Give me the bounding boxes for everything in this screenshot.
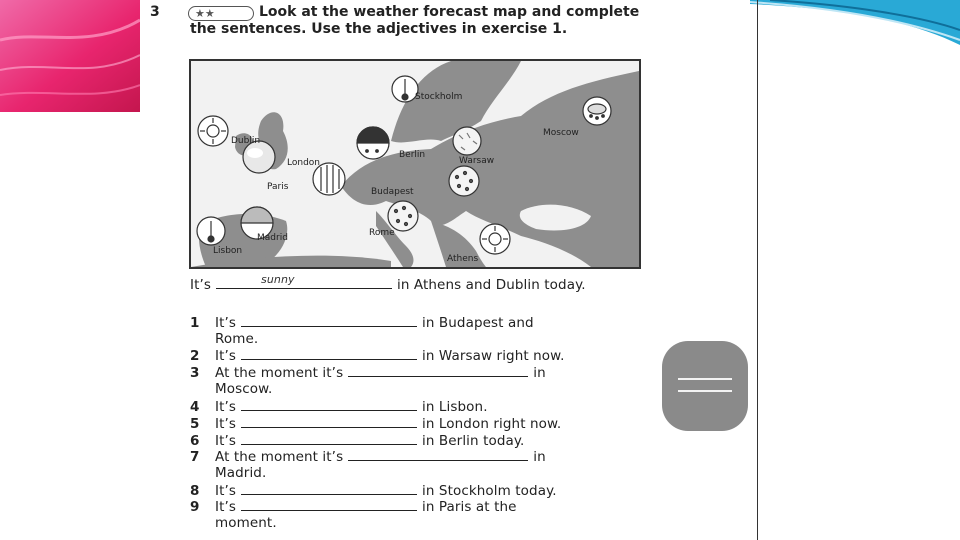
answer-blank[interactable] — [241, 482, 417, 495]
symbol-berlin — [357, 127, 389, 159]
city-label: Madrid — [257, 233, 288, 243]
city-label: Dublin — [231, 136, 261, 146]
sentence-5: 5 It’s in London right now. — [190, 416, 562, 432]
city-label: London — [287, 158, 320, 168]
city-label: Rome — [369, 228, 395, 238]
answer-blank[interactable] — [241, 347, 417, 360]
exercise-number: 3 — [150, 4, 160, 20]
answer-blank[interactable] — [241, 432, 417, 445]
city-label: Berlin — [399, 150, 426, 160]
sentence-7: 7 At the moment it’s in Madrid. — [190, 449, 546, 481]
difficulty-stars: ★★ — [188, 6, 254, 21]
symbol-budapest — [449, 166, 479, 196]
answer-blank[interactable] — [241, 398, 417, 411]
decorative-pink-swoosh — [0, 0, 140, 112]
answer-blank[interactable] — [241, 498, 417, 511]
city-label: Budapest — [371, 187, 414, 197]
sentence-9: 9 It’s in Paris at the moment. — [190, 499, 517, 531]
exercise-instruction: Look at the weather forecast map and complete the sentences. Use the adjectives in exercise 1. — [190, 4, 640, 37]
page-divider — [757, 0, 758, 540]
example-answer: sunny — [261, 273, 295, 286]
answer-blank[interactable] — [348, 364, 528, 377]
city-label: Stockholm — [415, 92, 463, 102]
symbol-athens — [480, 224, 510, 254]
decorative-blue-swoosh — [750, 0, 960, 45]
answer-blank[interactable] — [348, 448, 528, 461]
city-label: Warsaw — [459, 156, 495, 166]
menu-bar-icon — [678, 378, 732, 380]
city-label: Moscow — [543, 128, 579, 138]
symbol-moscow — [583, 97, 611, 125]
city-label: Athens — [447, 254, 479, 264]
weather-forecast-map — [189, 59, 641, 269]
sentence-2: 2 It’s in Warsaw right now. — [190, 348, 565, 364]
city-label: Lisbon — [213, 246, 243, 256]
answer-blank[interactable] — [241, 415, 417, 428]
sentence-4: 4 It’s in Lisbon. — [190, 399, 488, 415]
sentence-6: 6 It’s in Berlin today. — [190, 433, 525, 449]
sentence-3: 3 At the moment it’s in Moscow. — [190, 365, 546, 397]
symbol-warsaw — [453, 127, 481, 155]
menu-button[interactable] — [662, 341, 748, 431]
symbol-rome — [388, 201, 418, 231]
answer-blank[interactable] — [216, 273, 392, 289]
symbol-dublin — [198, 116, 228, 146]
city-label: Paris — [267, 182, 289, 192]
menu-bar-icon — [678, 390, 732, 392]
answer-blank[interactable] — [241, 314, 417, 327]
example-sentence: It’s sunny in Athens and Dublin today. — [190, 273, 586, 293]
sentence-1: 1 It’s in Budapest and Rome. — [190, 315, 534, 347]
sentence-8: 8 It’s in Stockholm today. — [190, 483, 557, 499]
symbol-lisbon — [197, 217, 225, 245]
